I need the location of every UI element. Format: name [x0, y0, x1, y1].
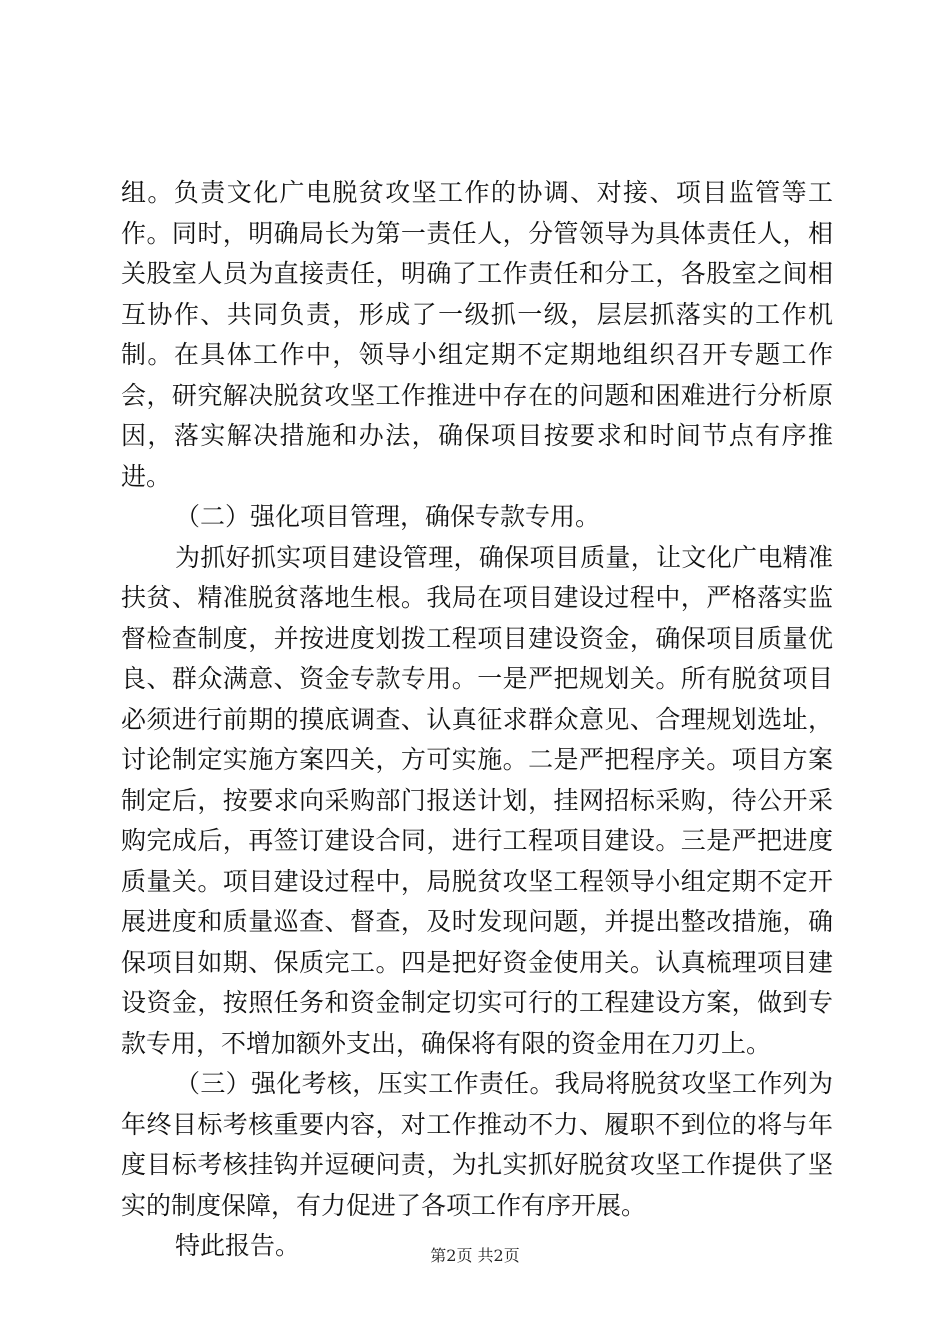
- page-number-footer: 第2页 共2页: [430, 1246, 520, 1265]
- section-heading-2: （二）强化项目管理，确保专款专用。: [175, 502, 601, 531]
- document-body: [121, 173, 833, 1267]
- paragraph-assessment: （三）强化考核，压实工作责任。我局将脱贫攻坚工作列为年终目标考核重要内容，对工作推动不力、履职不到位的将与年度目标考核挂钩并逗硬问责，为扎实抓好脱贫攻坚工作提供了坚实的制度保障，有力促进了各项工作有序开展。: [121, 1069, 833, 1220]
- paragraph-continuation: 组。负责文化广电脱贫攻坚工作的协调、对接、项目监管等工作。同时，明确局长为第一责任人，分管领导为具体责任人，相关股室人员为直接责任，明确了工作责任和分工，各股室之间相互协作、共同负责，形成了一级抓一级，层层抓落实的工作机制。在具体工作中，领导小组定期不定期地组织召开专题工作会，研究解决脱贫攻坚工作推进中存在的问题和困难进行分析原因，落实解决措施和办法，确保项目按要求和时间节点有序推进。: [121, 178, 833, 491]
- paragraph-closing: 特此报告。: [175, 1231, 301, 1260]
- paragraph-project-management: 为抓好抓实项目建设管理，确保项目质量，让文化广电精准扶贫、精准脱贫落地生根。我局在项目建设过程中，严格落实监督检查制度，并按进度划拨工程项目建设资金，确保项目质量优良、群众满意、资金专款专用。一是严把规划关。所有脱贫项目必须进行前期的摸底调查、认真征求群众意见、合理规划选址，讨论制定实施方案四关，方可实施。二是严把程序关。项目方案制定后，按要求向采购部门报送计划，挂网招标采购，待公开采购完成后，再签订建设合同，进行工程项目建设。三是严把进度质量关。项目建设过程中，局脱贫攻坚工程领导小组定期不定开展进度和质量巡查、督查，及时发现问题，并提出整改措施，确保项目如期、保质完工。四是把好资金使用关。认真梳理项目建设资金，按照任务和资金制定切实可行的工程建设方案，做到专款专用，不增加额外支出，确保将有限的资金用在刀刃上。: [121, 542, 833, 1058]
